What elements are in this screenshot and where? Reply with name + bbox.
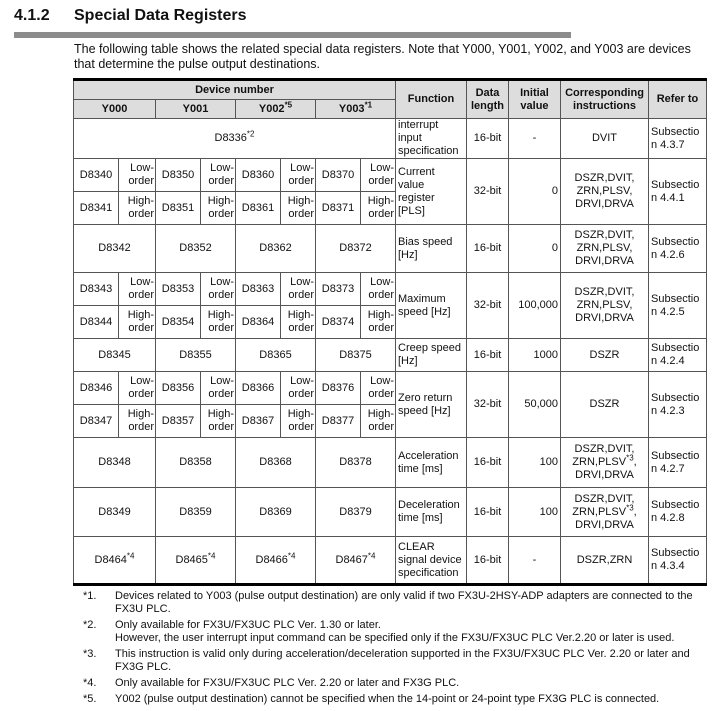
instructions-header: Corresponding instructions <box>561 80 649 119</box>
table-row <box>74 225 707 273</box>
device-cell: D8342 <box>74 225 156 273</box>
initial-value-cell: - <box>509 119 561 159</box>
low-order-label: Low-order <box>201 372 236 405</box>
footnote <box>83 619 713 645</box>
low-order-label: Low-order <box>119 273 156 306</box>
function-cell: CLEAR signal device specification <box>396 537 467 585</box>
high-order-label: High-order <box>201 405 236 438</box>
data-length-cell: 16-bit <box>467 225 509 273</box>
footnote-text: This instruction is valid only during acceleration/deceleration supported in the FX3U/FX3UC PLC Ver. 2.20 or later and FX3G PLC. <box>115 648 690 673</box>
device-cell: D8374 <box>316 306 361 339</box>
device-cell: D8379 <box>316 488 396 537</box>
footnote-text: Only available for FX3U/FX3UC PLC Ver. 1.30 or later. However, the user interrupt input command can be specified only if the FX3U/FX3UC PLC Ver.2.20 or later is used. <box>115 619 675 644</box>
output-y000-header: Y000 <box>74 100 156 119</box>
device-cell: D8336$^{*2}$ <box>74 119 396 159</box>
device-cell: D8376 <box>316 372 361 405</box>
device-cell: D8375 <box>316 339 396 372</box>
high-order-label: High-order <box>281 306 316 339</box>
function-cell: Bias speed [Hz] <box>396 225 467 273</box>
table-row <box>74 273 707 306</box>
device-cell: D8378 <box>316 438 396 488</box>
low-order-label: Low-order <box>361 159 396 192</box>
refer-header: Refer to <box>649 80 707 119</box>
device-cell: D8350 <box>156 159 201 192</box>
footnote-text: Y002 (pulse output destination) cannot be specified when the 14-point or 24-point type FX3G PLC is connected. <box>115 693 660 705</box>
section-title: Special Data Registers <box>74 7 247 24</box>
footnote-text: Only available for FX3U/FX3UC PLC Ver. 2.20 or later and FX3G PLC. <box>115 677 460 689</box>
header-row <box>74 80 707 100</box>
refer-cell: Subsection 4.2.3 <box>649 372 707 438</box>
function-cell: Acceleration time [ms] <box>396 438 467 488</box>
high-order-label: High-order <box>281 192 316 225</box>
footnote-text: Devices related to Y003 (pulse output destination) are only valid if two FX3U-2HSY-ADP adapters are connected to the FX3U PLC. <box>115 590 693 615</box>
footnote-mark: *4. <box>83 677 97 689</box>
device-cell: D8467$^{*4}$ <box>316 537 396 585</box>
device-cell: D8466$^{*4}$ <box>236 537 316 585</box>
data-length-cell: 16-bit <box>467 537 509 585</box>
low-order-label: Low-order <box>281 273 316 306</box>
initial-value-cell: 50,000 <box>509 372 561 438</box>
footnotes <box>83 590 713 706</box>
device-cell: D8341 <box>74 192 119 225</box>
instructions-cell: DSZR,ZRN <box>561 537 649 585</box>
footnote <box>83 648 713 674</box>
device-cell: D8358 <box>156 438 236 488</box>
device-cell: D8371 <box>316 192 361 225</box>
instructions-cell: DSZR,DVIT, ZRN,PLSV, DRVI,DRVA <box>561 273 649 339</box>
high-order-label: High-order <box>119 405 156 438</box>
device-cell: D8349 <box>74 488 156 537</box>
refer-cell: Subsection 4.4.1 <box>649 159 707 225</box>
data-length-cell: 32-bit <box>467 273 509 339</box>
data-length-cell: 16-bit <box>467 119 509 159</box>
table-row <box>74 159 707 192</box>
device-cell: D8359 <box>156 488 236 537</box>
device-cell: D8362 <box>236 225 316 273</box>
initial-value-cell: 0 <box>509 225 561 273</box>
device-cell: D8352 <box>156 225 236 273</box>
high-order-label: High-order <box>361 192 396 225</box>
device-cell: D8363 <box>236 273 281 306</box>
device-cell: D8377 <box>316 405 361 438</box>
refer-cell: Subsection 4.2.8 <box>649 488 707 537</box>
footnote-mark: *3. <box>83 648 97 660</box>
special-data-registers-table <box>73 78 707 586</box>
device-cell: D8366 <box>236 372 281 405</box>
device-cell: D8465$^{*4}$ <box>156 537 236 585</box>
refer-cell: Subsection 4.2.5 <box>649 273 707 339</box>
table-row <box>74 488 707 537</box>
data-length-cell: 32-bit <box>467 372 509 438</box>
footnote <box>83 693 713 706</box>
low-order-label: Low-order <box>119 159 156 192</box>
refer-cell: Subsection 4.2.7 <box>649 438 707 488</box>
instructions-cell: DSZR,DVIT, ZRN,PLSV$^{*3}$, DRVI,DRVA <box>561 488 649 537</box>
table-row <box>74 438 707 488</box>
footnote-mark: *5. <box>83 693 97 705</box>
instructions-cell: DSZR,DVIT, ZRN,PLSV, DRVI,DRVA <box>561 225 649 273</box>
high-order-label: High-order <box>201 306 236 339</box>
device-cell: D8340 <box>74 159 119 192</box>
initial-value-cell: 100 <box>509 488 561 537</box>
device-number-header: Device number <box>74 80 396 100</box>
table-row <box>74 372 707 405</box>
data-length-cell: 16-bit <box>467 438 509 488</box>
device-cell: D8367 <box>236 405 281 438</box>
device-cell: D8346 <box>74 372 119 405</box>
table-row <box>74 119 707 159</box>
device-cell: D8361 <box>236 192 281 225</box>
high-order-label: High-order <box>281 405 316 438</box>
device-cell: D8351 <box>156 192 201 225</box>
low-order-label: Low-order <box>119 372 156 405</box>
output-y001-header: Y001 <box>156 100 236 119</box>
initial-value-cell: 100,000 <box>509 273 561 339</box>
instructions-cell: DSZR,DVIT, ZRN,PLSV, DRVI,DRVA <box>561 159 649 225</box>
data-length-cell: 16-bit <box>467 488 509 537</box>
function-cell: Deceleration time [ms] <box>396 488 467 537</box>
initial-value-cell: - <box>509 537 561 585</box>
function-cell: Zero return speed [Hz] <box>396 372 467 438</box>
footnote-mark: *2. <box>83 619 97 631</box>
high-order-label: High-order <box>361 306 396 339</box>
initial-value-cell: 100 <box>509 438 561 488</box>
device-cell: D8360 <box>236 159 281 192</box>
device-cell: D8368 <box>236 438 316 488</box>
initial-value-cell: 0 <box>509 159 561 225</box>
instructions-cell: DVIT <box>561 119 649 159</box>
device-cell: D8353 <box>156 273 201 306</box>
initial-value-header: Initial value <box>509 80 561 119</box>
section-heading <box>14 7 247 25</box>
high-order-label: High-order <box>119 306 156 339</box>
device-cell: D8370 <box>316 159 361 192</box>
function-cell: interrupt input specification <box>396 119 467 159</box>
instructions-cell: DSZR <box>561 339 649 372</box>
function-cell: Current value register [PLS] <box>396 159 467 225</box>
refer-cell: Subsection 4.2.6 <box>649 225 707 273</box>
high-order-label: High-order <box>119 192 156 225</box>
heading-rule <box>14 32 571 38</box>
low-order-label: Low-order <box>361 372 396 405</box>
instructions-cell: DSZR,DVIT, ZRN,PLSV$^{*3}$, DRVI,DRVA <box>561 438 649 488</box>
high-order-label: High-order <box>201 192 236 225</box>
device-cell: D8354 <box>156 306 201 339</box>
device-cell: D8355 <box>156 339 236 372</box>
low-order-label: Low-order <box>281 159 316 192</box>
table-row <box>74 339 707 372</box>
low-order-label: Low-order <box>361 273 396 306</box>
device-cell: D8369 <box>236 488 316 537</box>
high-order-label: High-order <box>361 405 396 438</box>
footnote <box>83 590 713 616</box>
device-cell: D8356 <box>156 372 201 405</box>
device-cell: D8345 <box>74 339 156 372</box>
device-cell: D8372 <box>316 225 396 273</box>
initial-value-cell: 1000 <box>509 339 561 372</box>
instructions-cell: DSZR <box>561 372 649 438</box>
section-number: 4.1.2 <box>14 7 50 24</box>
device-cell: D8343 <box>74 273 119 306</box>
low-order-label: Low-order <box>201 273 236 306</box>
device-cell: D8357 <box>156 405 201 438</box>
refer-cell: Subsection 4.3.7 <box>649 119 707 159</box>
device-cell: D8348 <box>74 438 156 488</box>
device-cell: D8347 <box>74 405 119 438</box>
device-cell: D8373 <box>316 273 361 306</box>
intro-paragraph: The following table shows the related special data registers. Note that Y000, Y001, Y002, and Y003 are devices that determine the pulse output destinations. <box>74 42 691 71</box>
function-cell: Maximum speed [Hz] <box>396 273 467 339</box>
function-cell: Creep speed [Hz] <box>396 339 467 372</box>
device-cell: D8364 <box>236 306 281 339</box>
footnote-mark: *1. <box>83 590 97 602</box>
low-order-label: Low-order <box>201 159 236 192</box>
device-cell: D8464$^{*4}$ <box>74 537 156 585</box>
output-y003-header: Y003$^{*1}$ <box>316 100 396 119</box>
table-and-notes <box>73 78 713 709</box>
device-cell: D8344 <box>74 306 119 339</box>
device-cell: D8365 <box>236 339 316 372</box>
output-y002-header: Y002$^{*5}$ <box>236 100 316 119</box>
data-length-cell: 16-bit <box>467 339 509 372</box>
data-length-cell: 32-bit <box>467 159 509 225</box>
low-order-label: Low-order <box>281 372 316 405</box>
function-header: Function <box>396 80 467 119</box>
data-length-header: Data length <box>467 80 509 119</box>
refer-cell: Subsection 4.3.4 <box>649 537 707 585</box>
footnote <box>83 677 713 690</box>
refer-cell: Subsection 4.2.4 <box>649 339 707 372</box>
table-row <box>74 537 707 585</box>
